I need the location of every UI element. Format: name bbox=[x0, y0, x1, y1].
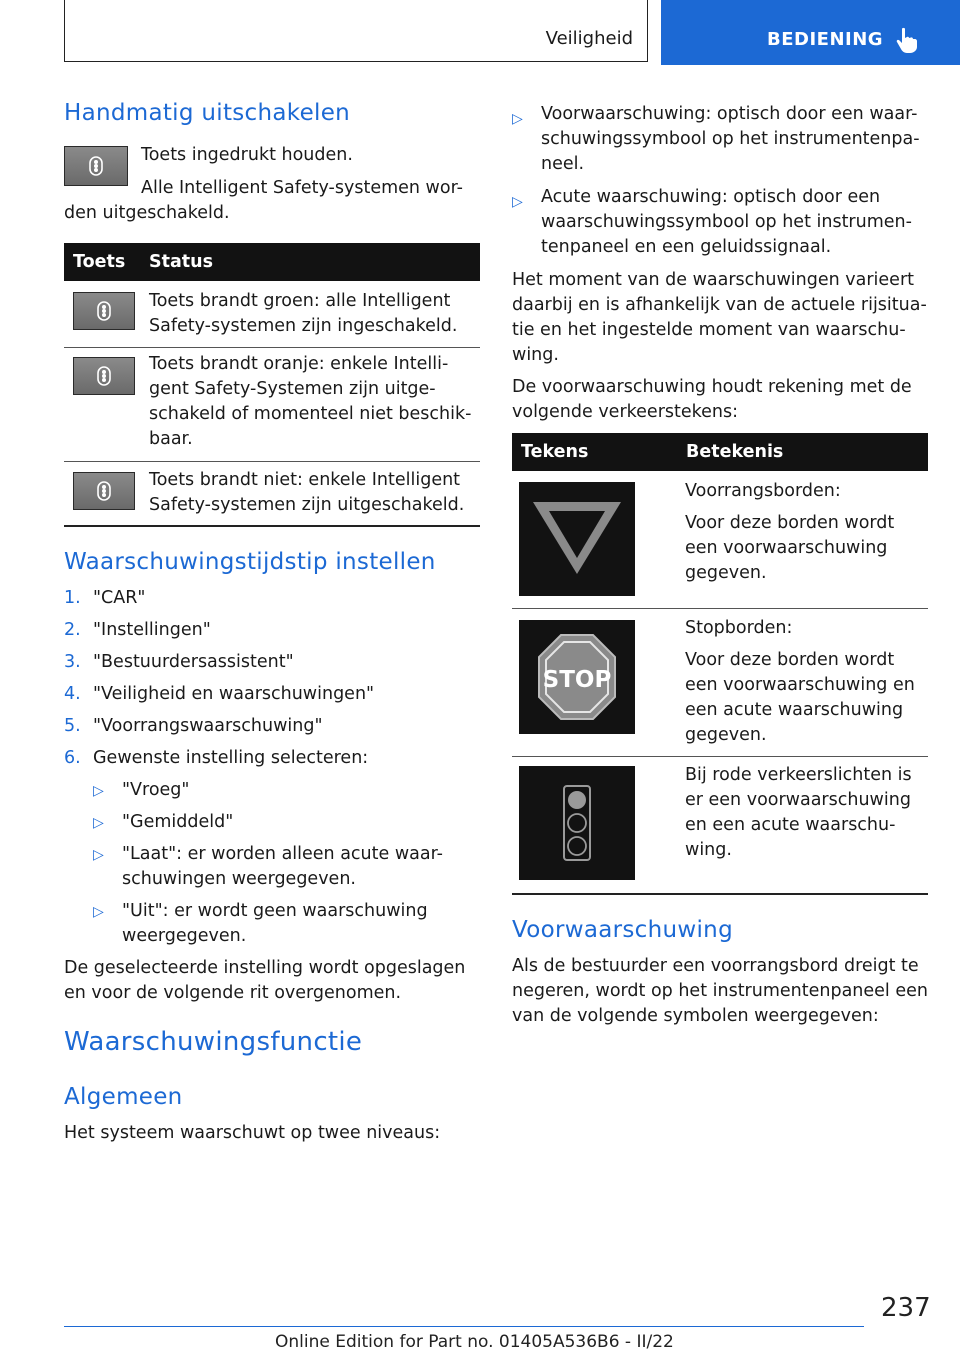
sign-text: gegeven. bbox=[685, 563, 767, 583]
prewarning-text: van de volgende symbolen weergegeven: bbox=[512, 1006, 879, 1026]
bullet-triangle-icon: ▷ bbox=[93, 904, 104, 920]
header-section-title: Veiligheid bbox=[545, 28, 633, 49]
status-row-2-line-4: baar. bbox=[149, 429, 193, 449]
section-title-prewarning: Voorwaarschuwing bbox=[512, 917, 733, 943]
sign-title: Voorrangsborden: bbox=[685, 481, 841, 501]
step-text: "Voorrangswaarschuwing" bbox=[93, 716, 323, 736]
step-number: 3. bbox=[64, 652, 81, 672]
general-text: Het systeem waarschuwt op twee niveaus: bbox=[64, 1123, 441, 1143]
step-text: Gewenste instelling selecteren: bbox=[93, 748, 369, 768]
option-text: "Vroeg" bbox=[122, 780, 190, 800]
step-number: 2. bbox=[64, 620, 81, 640]
footer-edition: Online Edition for Part no. 01405A536B6 - II/22 bbox=[275, 1332, 674, 1352]
step-number: 5. bbox=[64, 716, 81, 736]
manual-off-text-2a: Alle Intelligent Safety-systemen wor- bbox=[141, 178, 463, 198]
option-text: "Uit": er wordt geen waarschuwing bbox=[122, 901, 428, 921]
level-text: Acute waarschuwing: optisch door een bbox=[541, 187, 881, 207]
manual-off-text-2b: den uitgeschakeld. bbox=[64, 203, 230, 223]
status-row-2-line-1: Toets brandt oranje: enkele Intelli- bbox=[149, 354, 449, 374]
status-table-header bbox=[64, 243, 480, 281]
header-chapter-label: BEDIENING bbox=[767, 29, 884, 50]
signs-table-header-meaning: Betekenis bbox=[686, 442, 784, 462]
section-title-manual-off: Handmatig uitschakelen bbox=[64, 100, 351, 126]
option-text: schuwingen weergegeven. bbox=[122, 869, 356, 889]
stop-sign-icon bbox=[519, 620, 635, 734]
status-row-1-line-2: Safety-systemen zijn ingeschakeld. bbox=[149, 316, 458, 336]
level-text: waarschuwingssymbool op het instrumen- bbox=[541, 212, 912, 232]
signs-table-header bbox=[512, 433, 928, 471]
safety-button-icon bbox=[73, 292, 135, 330]
paragraph-line: daarbij en is afhankelijk van de actuele rijsitua- bbox=[512, 295, 927, 315]
paragraph-line: wing. bbox=[512, 345, 559, 365]
status-row-2-line-2: gent Safety-Systemen zijn uitge- bbox=[149, 379, 436, 399]
section-title-timing: Waarschuwingstijdstip instellen bbox=[64, 549, 436, 575]
sign-text: Bij rode verkeerslichten is bbox=[685, 765, 912, 785]
table-divider bbox=[64, 347, 480, 348]
pointing-hand-icon bbox=[893, 26, 921, 54]
table-divider bbox=[64, 461, 480, 462]
yield-sign-icon bbox=[519, 482, 635, 596]
sign-text: Voor deze borden wordt bbox=[685, 650, 895, 670]
step-text: "CAR" bbox=[93, 588, 146, 608]
bullet-triangle-icon: ▷ bbox=[93, 847, 104, 863]
table-bottom-rule bbox=[64, 525, 480, 527]
status-table-header-status: Status bbox=[149, 252, 214, 272]
safety-button-icon bbox=[73, 472, 135, 510]
bullet-triangle-icon: ▷ bbox=[93, 815, 104, 831]
prewarning-text: Als de bestuurder een voorrangsbord dreigt te bbox=[512, 956, 919, 976]
step-text: "Veiligheid en waarschuwingen" bbox=[93, 684, 375, 704]
timing-after-text-2: en voor de volgende rit overgenomen. bbox=[64, 983, 402, 1003]
step-number: 6. bbox=[64, 748, 81, 768]
stop-sign-text: STOP bbox=[542, 667, 612, 693]
level-text: schuwingssymbool op het instrumentenpa- bbox=[541, 129, 920, 149]
table-divider bbox=[512, 756, 928, 757]
paragraph-line: tie en het ingestelde moment van waarschu- bbox=[512, 320, 906, 340]
header-section-box bbox=[64, 0, 648, 62]
sign-text: een acute waarschuwing bbox=[685, 700, 904, 720]
page-number: 237 bbox=[881, 1293, 931, 1323]
option-text: "Gemiddeld" bbox=[122, 812, 234, 832]
sign-text: gegeven. bbox=[685, 725, 767, 745]
step-text: "Instellingen" bbox=[93, 620, 211, 640]
step-text: "Bestuurdersassistent" bbox=[93, 652, 294, 672]
sign-text: een voorwaarschuwing en bbox=[685, 675, 915, 695]
signs-table-header-signs: Tekens bbox=[521, 442, 589, 462]
sign-text: Voor deze borden wordt bbox=[685, 513, 895, 533]
step-number: 4. bbox=[64, 684, 81, 704]
option-text: weergegeven. bbox=[122, 926, 247, 946]
sign-text: en een acute waarschu- bbox=[685, 815, 896, 835]
prewarning-text: negeren, wordt op het instrumentenpaneel een bbox=[512, 981, 928, 1001]
level-text: neel. bbox=[541, 154, 585, 174]
bullet-triangle-icon: ▷ bbox=[512, 194, 523, 210]
sign-text: een voorwaarschuwing bbox=[685, 538, 888, 558]
paragraph-line: De voorwaarschuwing houdt rekening met de bbox=[512, 377, 912, 397]
sign-title: Stopborden: bbox=[685, 618, 793, 638]
sign-text: wing. bbox=[685, 840, 732, 860]
section-title-warning-function: Waarschuwingsfunctie bbox=[64, 1027, 363, 1057]
step-number: 1. bbox=[64, 588, 81, 608]
bullet-triangle-icon: ▷ bbox=[93, 783, 104, 799]
status-row-2-line-3: schakeld of momenteel niet beschik- bbox=[149, 404, 472, 424]
bullet-triangle-icon: ▷ bbox=[512, 111, 523, 127]
timing-after-text-1: De geselecteerde instelling wordt opgeslagen bbox=[64, 958, 466, 978]
table-bottom-rule bbox=[512, 893, 928, 895]
level-text: Voorwaarschuwing: optisch door een waar- bbox=[541, 104, 918, 124]
table-divider bbox=[512, 608, 928, 609]
traffic-light-icon bbox=[519, 766, 635, 880]
footer-divider bbox=[64, 1326, 864, 1327]
manual-off-text-1: Toets ingedrukt houden. bbox=[141, 145, 353, 165]
paragraph-line: Het moment van de waarschuwingen varieert bbox=[512, 270, 915, 290]
subsection-title-general: Algemeen bbox=[64, 1084, 183, 1110]
status-row-3-line-1: Toets brandt niet: enkele Intelligent bbox=[149, 470, 461, 490]
status-table-header-key: Toets bbox=[73, 252, 126, 272]
status-row-3-line-2: Safety-systemen zijn uitgeschakeld. bbox=[149, 495, 465, 515]
sign-text: er een voorwaarschuwing bbox=[685, 790, 911, 810]
paragraph-line: volgende verkeerstekens: bbox=[512, 402, 739, 422]
status-row-1-line-1: Toets brandt groen: alle Intelligent bbox=[149, 291, 451, 311]
safety-button-icon bbox=[64, 146, 128, 186]
header-chapter-tab[interactable] bbox=[661, 0, 960, 65]
safety-button-icon bbox=[73, 357, 135, 395]
option-text: "Laat": er worden alleen acute waar- bbox=[122, 844, 443, 864]
level-text: tenpaneel en een geluidssignaal. bbox=[541, 237, 832, 257]
